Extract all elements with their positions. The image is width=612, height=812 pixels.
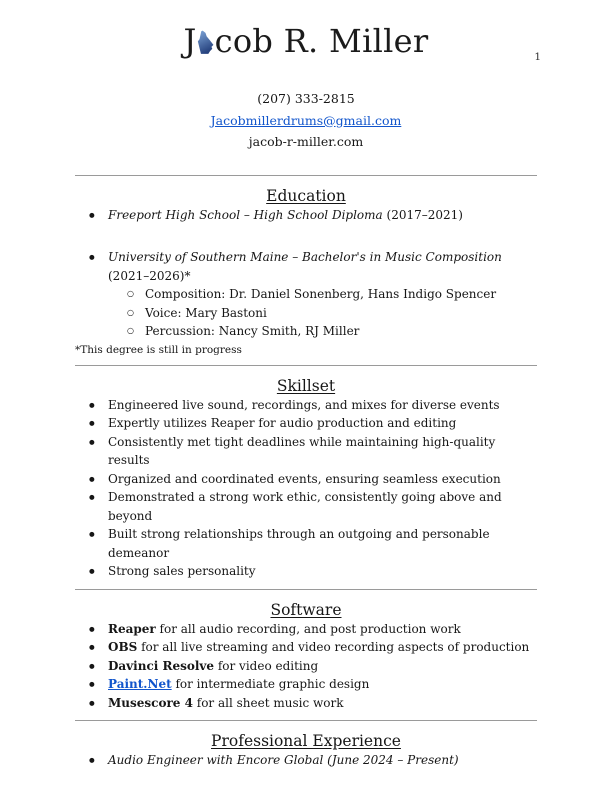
section-divider [75,365,537,366]
text-segment: Musescore 4 [108,695,193,710]
website-url: jacob-r-miller.com [248,134,364,149]
bullet-item [75,248,537,285]
text-segment: for all sheet music work [192,695,344,710]
section-title: Skillset [276,376,336,395]
text-segment: (2017–2021) [386,207,463,222]
section-list [75,620,537,713]
title-prefix: J [183,22,197,60]
page-title [0,20,612,62]
bullet-item [75,751,537,770]
contact-block [0,88,612,153]
phone-number: (207) 333-2815 [257,91,355,106]
text-segment: Audio Engineer with Encore Global (June 2024 – Present) [108,753,459,767]
text-segment: University of Southern Maine – Bachelor's in Music Composition [108,250,502,264]
section-divider [75,589,537,590]
page-number: 1 [534,51,541,63]
text-segment: Freeport High School – High School Diploma [108,207,387,222]
bullet-item [75,206,537,225]
section-divider [75,175,537,176]
bullet-item [75,657,537,676]
bullet-item [75,470,537,489]
paint-net-link[interactable]: Paint.Net [108,677,172,691]
text-segment: for intermediate graphic design [171,677,370,691]
bullet-item [75,322,537,341]
text-segment: Davinci Resolve [108,658,215,673]
bullet-item [75,433,537,470]
text-segment: OBS [108,640,138,654]
bullet-item [75,620,537,639]
section-divider [75,720,537,721]
section-list [75,396,537,581]
section-title: Education [266,186,346,205]
bullet-item [75,396,537,415]
footnote: *This degree is still in progress [75,343,242,356]
section-title: Software [270,600,342,619]
text-segment: Engineered live sound, recordings, and mixes for diverse events [108,397,500,412]
section-list [75,206,537,341]
text-segment: (2021–2026)* [108,268,191,283]
text-segment: for all live streaming and video recording aspects of production [137,640,530,654]
bullet-item [75,562,537,581]
bullet-item [75,488,537,525]
bullet-item [75,525,537,562]
bullet-item [75,285,537,304]
bullet-item [75,675,537,694]
text-segment: Voice: Mary Bastoni [145,305,267,320]
bullet-item [75,414,537,433]
text-segment: Composition: Dr. Daniel Sonenberg, Hans Indigo Spencer [145,287,497,301]
text-segment: Built strong relationships through an outgoing and personable demeanor [108,527,490,560]
text-segment: for all audio recording, and post production work [155,621,461,636]
bullet-item [75,304,537,323]
text-segment: Demonstrated a strong work ethic, consistently going above and beyond [108,490,502,523]
maine-state-icon [197,29,214,55]
text-segment: Strong sales personality [108,564,256,578]
text-segment: Organized and coordinated events, ensuring seamless execution [108,471,501,486]
section-list [75,751,537,770]
bullet-item [75,638,537,657]
text-segment: Percussion: Nancy Smith, RJ Miller [145,324,360,338]
title-suffix: cob R. Miller [214,22,429,60]
email-link[interactable]: Jacobmillerdrums@gmail.com [210,112,402,128]
text-segment: for video editing [214,658,319,673]
text-segment: Consistently met tight deadlines while maintaining high-quality results [108,434,496,467]
sections [75,175,537,770]
text-segment: Reaper [108,621,156,636]
bullet-item [75,694,537,713]
text-segment: Expertly utilizes Reaper for audio production and editing [108,416,457,430]
section-title: Professional Experience [211,732,401,750]
